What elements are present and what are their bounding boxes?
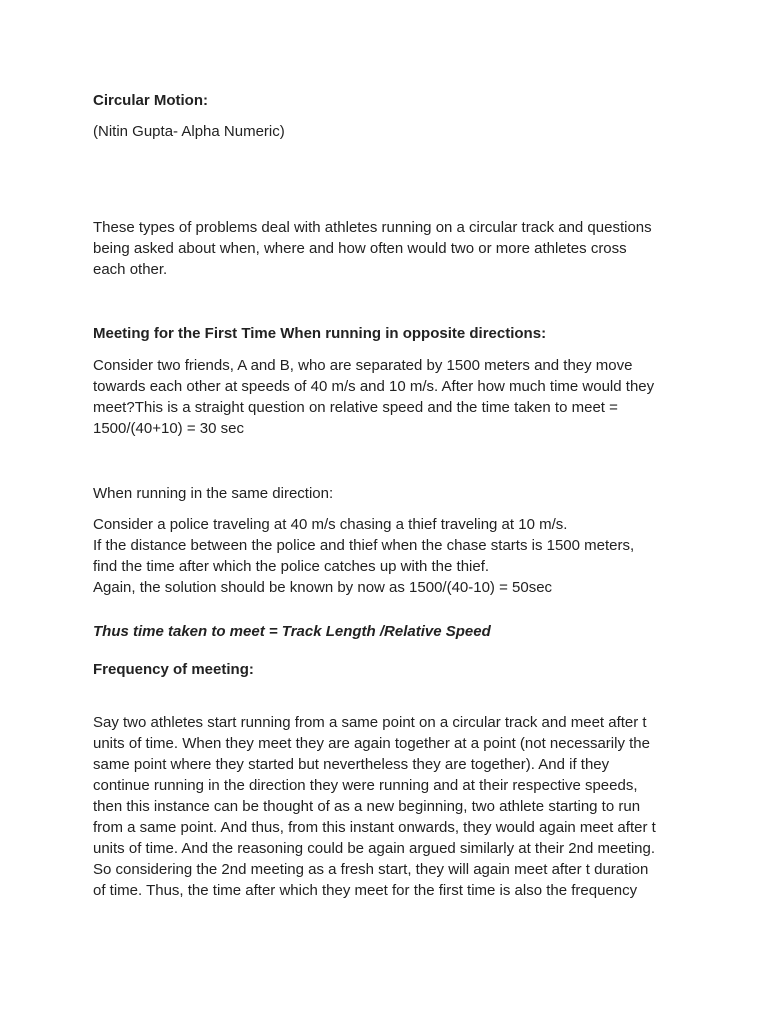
text-line: find the time after which the police catches up with the thief. bbox=[93, 558, 490, 575]
text-line: Consider a police traveling at 40 m/s chasing a thief traveling at 10 m/s. bbox=[93, 516, 568, 533]
text-line: then this instance can be thought of as a new beginning, two athlete starting to run bbox=[93, 798, 641, 815]
intro-paragraph bbox=[93, 217, 652, 280]
heading-same-direction: When running in the same direction: bbox=[93, 485, 334, 502]
text-line: units of time. When they meet they are again together at a point (not necessarily the bbox=[93, 735, 650, 752]
text-line: meet?This is a straight question on relative speed and the time taken to meet = bbox=[93, 399, 618, 416]
same-direction-paragraph bbox=[93, 514, 634, 598]
text-line: each other. bbox=[93, 261, 168, 278]
text-line: 1500/(40+10) = 30 sec bbox=[93, 420, 244, 437]
text-line: So considering the 2nd meeting as a fresh start, they will again meet after t duration bbox=[93, 861, 649, 878]
frequency-paragraph bbox=[93, 712, 656, 901]
text-line: towards each other at speeds of 40 m/s and 10 m/s. After how much time would they bbox=[93, 378, 655, 395]
document-title: Circular Motion: bbox=[93, 92, 208, 109]
text-line: from a same point. And thus, from this instant onwards, they would again meet after t bbox=[93, 819, 656, 836]
formula-statement: Thus time taken to meet = Track Length /Relative Speed bbox=[93, 623, 491, 640]
text-line: being asked about when, where and how often would two or more athletes cross bbox=[93, 240, 627, 257]
text-line: Consider two friends, A and B, who are separated by 1500 meters and they move bbox=[93, 357, 633, 374]
text-line: continue running in the direction they were running and at their respective speeds, bbox=[93, 777, 638, 794]
opposite-paragraph bbox=[93, 355, 654, 439]
text-line: of time. Thus, the time after which they meet for the first time is also the frequency bbox=[93, 882, 638, 899]
text-line: Say two athletes start running from a same point on a circular track and meet after t bbox=[93, 714, 647, 731]
text-line: If the distance between the police and thief when the chase starts is 1500 meters, bbox=[93, 537, 635, 554]
heading-frequency: Frequency of meeting: bbox=[93, 661, 254, 678]
author-line: (Nitin Gupta- Alpha Numeric) bbox=[93, 123, 285, 140]
text-line: units of time. And the reasoning could be again argued similarly at their 2nd meeting. bbox=[93, 840, 656, 857]
text-line: These types of problems deal with athletes running on a circular track and questions bbox=[93, 219, 652, 236]
text-line: same point where they started but nevertheless they are together). And if they bbox=[93, 756, 610, 773]
heading-opposite-directions: Meeting for the First Time When running in opposite directions: bbox=[93, 325, 547, 342]
text-line: Again, the solution should be known by now as 1500/(40-10) = 50sec bbox=[93, 579, 553, 596]
